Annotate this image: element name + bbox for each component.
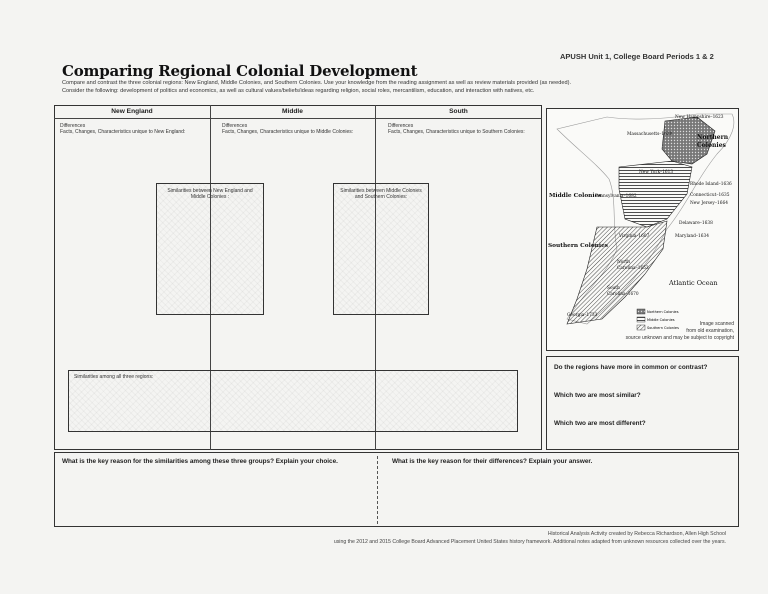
label-sc-2: Carolina–1670 [607, 292, 639, 297]
label-pa: Pennsylvania–1682 [595, 194, 637, 199]
similarities-all-label: Similarities among all three regions: [74, 374, 154, 380]
question-differences-reason: What is the key reason for their differences? Explain your answer. [392, 458, 593, 465]
question-most-similar: Which two are most similar? [554, 392, 641, 399]
differences-desc-ne: Facts, Changes, Characteristics unique to New England: [60, 129, 186, 135]
differences-desc-middle: Facts, Changes, Characteristics unique to Middle Colonies: [222, 129, 354, 135]
differences-title-middle: Differences [222, 123, 248, 129]
course-label: APUSH Unit 1, College Board Periods 1 & 2 [560, 52, 714, 61]
column-heading-middle: Middle [282, 108, 303, 115]
differences-title-south: Differences [388, 123, 414, 129]
label-nh: New Hampshire–1623 [675, 115, 724, 120]
similarities-ne-middle-label: Similarities between New England and Middle Colonies : [167, 188, 253, 200]
question-similarities-reason: What is the key reason for the similarities among these three groups? Explain your choice. [62, 458, 338, 465]
label-ri: Rhode Island–1636 [690, 182, 732, 187]
connector-middle-south [375, 315, 376, 370]
label-ny: New York–1613 [639, 170, 674, 175]
label-ga: Georgia–1733 [567, 313, 598, 318]
label-southern: Southern Colonies [548, 243, 609, 249]
label-ocean: Atlantic Ocean [669, 279, 718, 287]
label-sc: South [607, 286, 620, 291]
similarities-middle-south-label: Similarities between Middle Colonies and Southern Colonies: [340, 188, 422, 200]
label-de: Delaware–1638 [679, 221, 713, 226]
instructions-line-1: Compare and contrast the three colonial regions: New England, Middle Colonies, and Southern Colonies. Use your knowledge from the reading assignment as well as review materials provided (as needed). [62, 80, 571, 86]
label-mass: Massachusetts–1620 [627, 132, 673, 137]
differences-title-ne: Differences [60, 123, 86, 129]
label-northern: Northern [697, 134, 729, 141]
label-nj: New Jersey–1664 [690, 201, 728, 206]
label-middle: Middle Colonies [549, 193, 602, 199]
label-va: Virginia–1607 [619, 234, 650, 239]
question-common-or-contrast: Do the regions have more in common or contrast? [554, 364, 708, 371]
question-most-different: Which two are most different? [554, 420, 646, 427]
similarities-ne-middle-box[interactable] [156, 183, 264, 315]
footer-credit-1: Historical Analysis Activity created by Rebecca Richardson, Allen High School [547, 531, 726, 537]
map-credit: Image scanned from old examination, source unknown and may be subject to copyright [625, 321, 734, 341]
similarities-all-box[interactable] [68, 370, 518, 432]
page-title: Comparing Regional Colonial Development [62, 62, 418, 80]
column-heading-south: South [449, 108, 468, 115]
label-nc-2: Carolina–1653 [617, 266, 649, 271]
southern-region [567, 221, 667, 324]
bottom-divider [377, 456, 378, 524]
connector-ne-middle [210, 315, 211, 370]
map-panel [546, 108, 739, 351]
instructions-line-2: Consider the following: development of politics and economics, as well as cultural values/beliefs/ideas regarding religion, social roles, mercantilism, education, and interaction with natives, etc. [62, 88, 535, 94]
column-heading-new-england: New England [111, 108, 153, 115]
label-nc: North [617, 260, 630, 265]
svg-text:Southern Colonies: Southern Colonies [647, 326, 679, 330]
footer-credit-2: using the 2012 and 2015 College Board Advanced Placement United States history framework. Additional notes adapted from unknown resources collected over the years. [333, 539, 726, 545]
colonies-map [547, 109, 738, 350]
svg-text:Middle Colonies: Middle Colonies [647, 318, 675, 322]
label-md: Maryland–1634 [675, 234, 709, 239]
label-ct: Connecticut–1635 [690, 193, 730, 198]
label-northern-2: Colonies [697, 142, 726, 149]
differences-desc-south: Facts, Changes, Characteristics unique to Southern Colonies: [388, 129, 525, 135]
similarities-middle-south-box[interactable] [333, 183, 429, 315]
header-divider [54, 118, 542, 119]
svg-text:Northern Colonies: Northern Colonies [647, 310, 679, 314]
